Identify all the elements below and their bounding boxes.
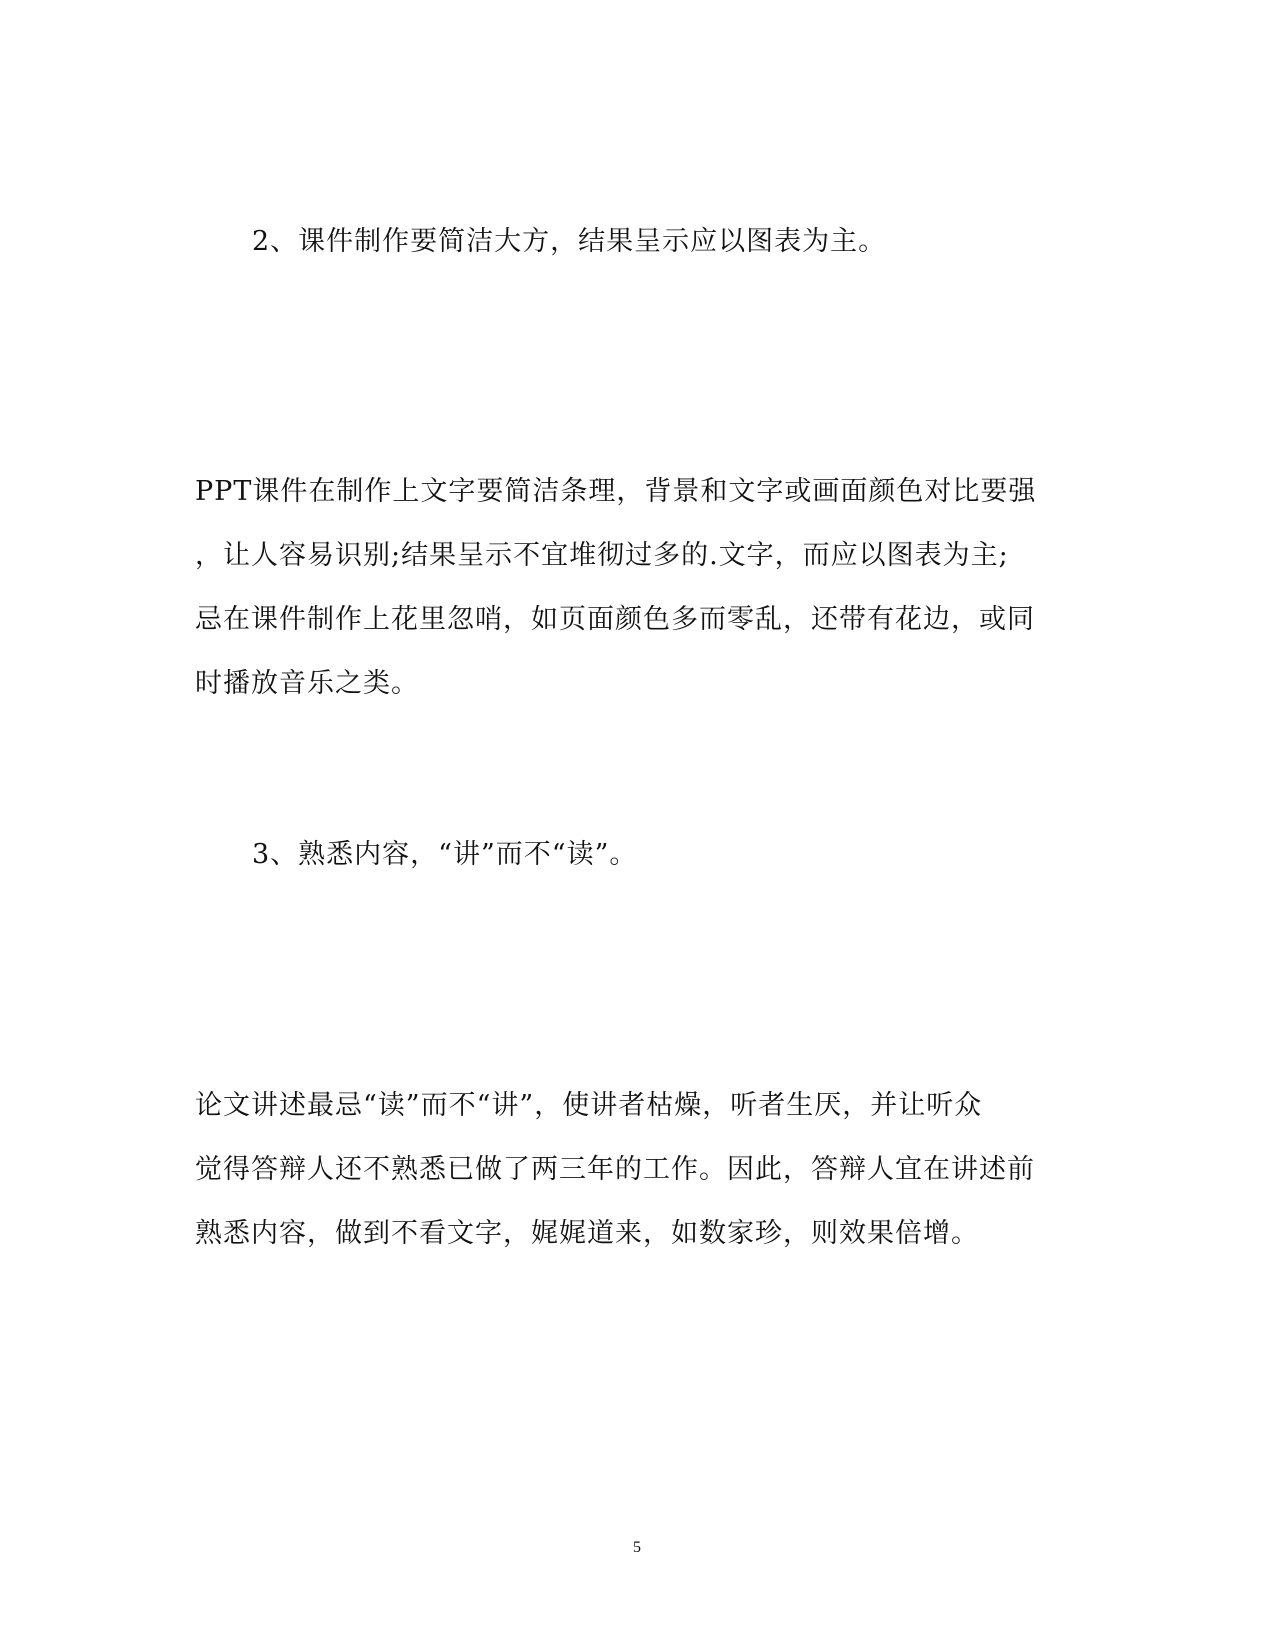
paragraph-line: 忌在课件制作上花里忽哨，如页面颜色多而零乱，还带有花边，或同	[195, 604, 1035, 635]
paragraph-line: 熟悉内容，做到不看文字，娓娓道来，如数家珍，则效果倍增。	[195, 1218, 979, 1249]
section-heading-2: 2、课件制作要简洁大方，结果呈示应以图表为主。	[252, 226, 887, 257]
section-paragraph-2	[195, 460, 1075, 716]
page-number: 5	[633, 1539, 641, 1556]
section-heading-3: 3、熟悉内容，“讲”而不“读”。	[252, 839, 638, 870]
paragraph-line: 论文讲述最忌“读”而不“讲”，使讲者枯燥，听者生厌，并让听众	[195, 1090, 983, 1121]
paragraph-line: 时播放音乐之类。	[195, 668, 419, 699]
paragraph-line: ，让人容易识别;结果呈示不宜堆彻过多的.文字，而应以图表为主;	[195, 540, 1009, 571]
section-paragraph-3	[195, 1074, 1075, 1266]
paragraph-line: 觉得答辩人还不熟悉已做了两三年的工作。因此，答辩人宜在讲述前	[195, 1154, 1035, 1185]
paragraph-line: PPT课件在制作上文字要简洁条理，背景和文字或画面颜色对比要强	[195, 476, 1037, 507]
